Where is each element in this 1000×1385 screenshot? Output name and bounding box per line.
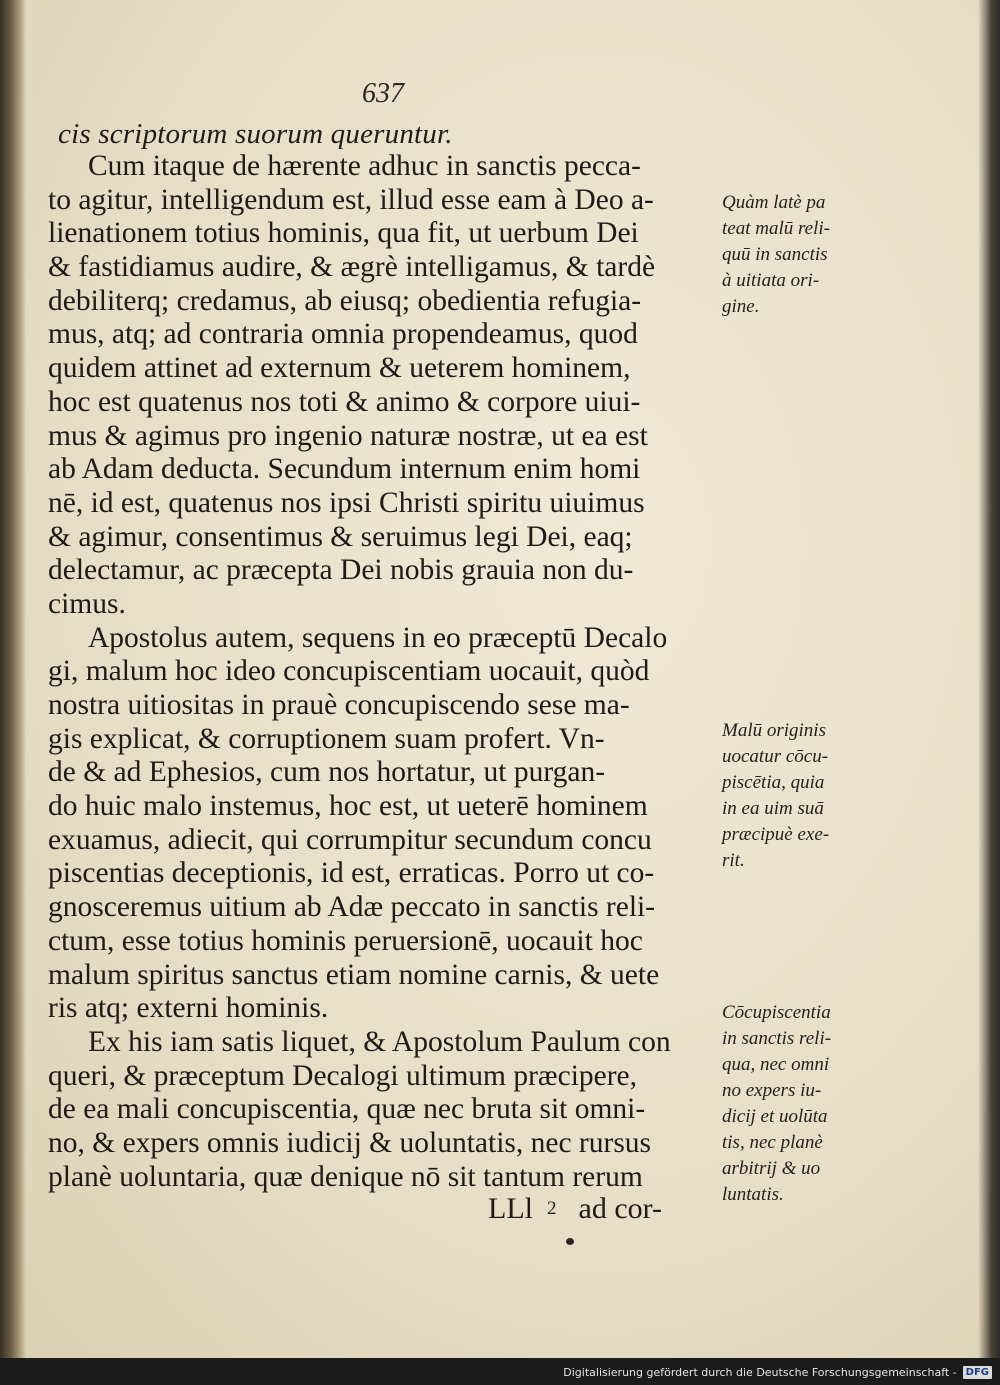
margin-note-line: arbitrij & uo — [722, 1158, 821, 1179]
text-line: exuamus, adiecit, qui corrumpitur secundum concu — [48, 823, 652, 856]
text-line: gis explicat, & corruptionem suam profert. Vn- — [48, 722, 605, 755]
margin-note-line: à uitiata ori- — [722, 270, 820, 291]
margin-note-line: in ea uim suā — [722, 798, 824, 819]
text-line: gnosceremus uitium ab Adæ peccato in sanctis reli- — [48, 891, 656, 924]
text-line: no, & expers omnis iudicij & uoluntatis, nec rursus — [48, 1126, 652, 1159]
text-line: malum spiritus sanctus etiam nomine carnis, & uete — [48, 958, 660, 991]
margin-note-3 — [722, 1000, 872, 1208]
text-line: nostra uitiositas in prauè concupiscendo sese ma- — [48, 689, 630, 721]
book-gutter-shadow — [0, 0, 26, 1358]
text-line: & agimur, consentimus & seruimus legi Dei, eaq; — [48, 520, 633, 553]
ink-spot — [566, 1238, 574, 1245]
catchword: ad cor- — [578, 1192, 663, 1225]
text-line: cimus. — [48, 587, 126, 620]
text-line: delectamur, ac præcepta Dei nobis grauia non du- — [48, 554, 634, 587]
margin-note-line: Cōcupiscentia — [722, 1002, 831, 1023]
text-line: de ea mali concupiscentia, quæ nec bruta sit omni- — [48, 1093, 646, 1126]
margin-note-line: tis, nec planè — [722, 1132, 823, 1153]
page-edge-shadow — [978, 0, 1000, 1358]
text-line: Apostolus autem, sequens in eo præceptū Decalo — [88, 621, 668, 654]
text-line: mus & agimus pro ingenio naturæ nostræ, ut ea est — [48, 419, 648, 452]
margin-note-line: no expers iu- — [722, 1080, 822, 1101]
footer-text: Digitalisierung gefördert durch die Deutsche Forschungsgemeinschaft - — [563, 1366, 957, 1379]
margin-note-line: quū in sanctis — [722, 244, 828, 265]
margin-note-2 — [722, 718, 872, 874]
text-line: lienationem totius hominis, qua fit, ut uerbum Dei — [48, 217, 639, 250]
page-number: 637 — [362, 78, 404, 109]
margin-note-1 — [722, 190, 872, 320]
text-line: ris atq; externi hominis. — [48, 992, 329, 1025]
margin-note-line: gine. — [722, 296, 760, 317]
margin-note-line: rit. — [722, 850, 745, 871]
text-line: nē, id est, quatenus nos ipsi Christi spiritu uiuimus — [48, 486, 645, 519]
margin-note-line: Malū originis — [722, 720, 826, 741]
text-line: planè uoluntaria, quæ denique nō sit tantum rerum — [48, 1160, 643, 1193]
main-text-block — [48, 150, 728, 1194]
signature-and-catchword — [488, 1192, 662, 1226]
text-line: Cum itaque de hærente adhuc in sanctis pecca- — [88, 150, 641, 182]
text-line: hoc est quatenus nos toti & animo & corpore uiui- — [48, 385, 641, 418]
text-line: queri, & præceptum Decalogi ultimum præcipere, — [48, 1059, 638, 1092]
digitization-footer — [563, 1366, 992, 1379]
margin-note-line: teat malū reli- — [722, 218, 830, 239]
margin-note-line: uocatur cōcu- — [722, 746, 829, 767]
margin-note-line: luntatis. — [722, 1184, 784, 1205]
text-line: do huic malo instemus, hoc est, ut ueterē hominem — [48, 790, 648, 823]
text-line: debiliterq; credamus, ab eiusq; obedientia refugia- — [48, 284, 642, 317]
signature-number: 2 — [547, 1198, 557, 1219]
margin-note-line: præcipuè exe- — [722, 824, 830, 845]
text-line: ab Adam deducta. Secundum internum enim homi — [48, 453, 641, 486]
text-line: ctum, esse totius hominis peruersionē, uocauit hoc — [48, 924, 643, 957]
text-line: to agitur, intelligendum est, illud esse eam à Deo a- — [48, 183, 654, 216]
running-line: cis scriptorum suorum queruntur. — [58, 118, 453, 150]
margin-note-line: piscētia, quia — [722, 772, 825, 793]
margin-note-line: qua, nec omni — [722, 1054, 830, 1075]
margin-note-line: Quàm latè pa — [722, 192, 826, 213]
text-line: quidem attinet ad externum & ueterem hominem, — [48, 352, 631, 385]
text-line: mus, atq; ad contraria omnia propendeamus, quod — [48, 318, 638, 351]
margin-note-line: dicij et uolūta — [722, 1106, 828, 1127]
margin-note-line: in sanctis reli- — [722, 1028, 832, 1049]
dfg-logo-icon: DFG — [963, 1366, 992, 1379]
text-line: Ex his iam satis liquet, & Apostolum Paulum con — [88, 1025, 671, 1058]
text-line: & fastidiamus audire, & ægrè intelligamus, & tardè — [48, 251, 656, 284]
text-line: de & ad Ephesios, cum nos hortatur, ut purgan- — [48, 756, 606, 789]
signature-mark: LLl — [488, 1192, 533, 1225]
text-line: piscentias deceptionis, id est, erraticas. Porro ut co- — [48, 857, 655, 890]
text-line: gi, malum hoc ideo concupiscentiam uocauit, quòd — [48, 655, 650, 688]
